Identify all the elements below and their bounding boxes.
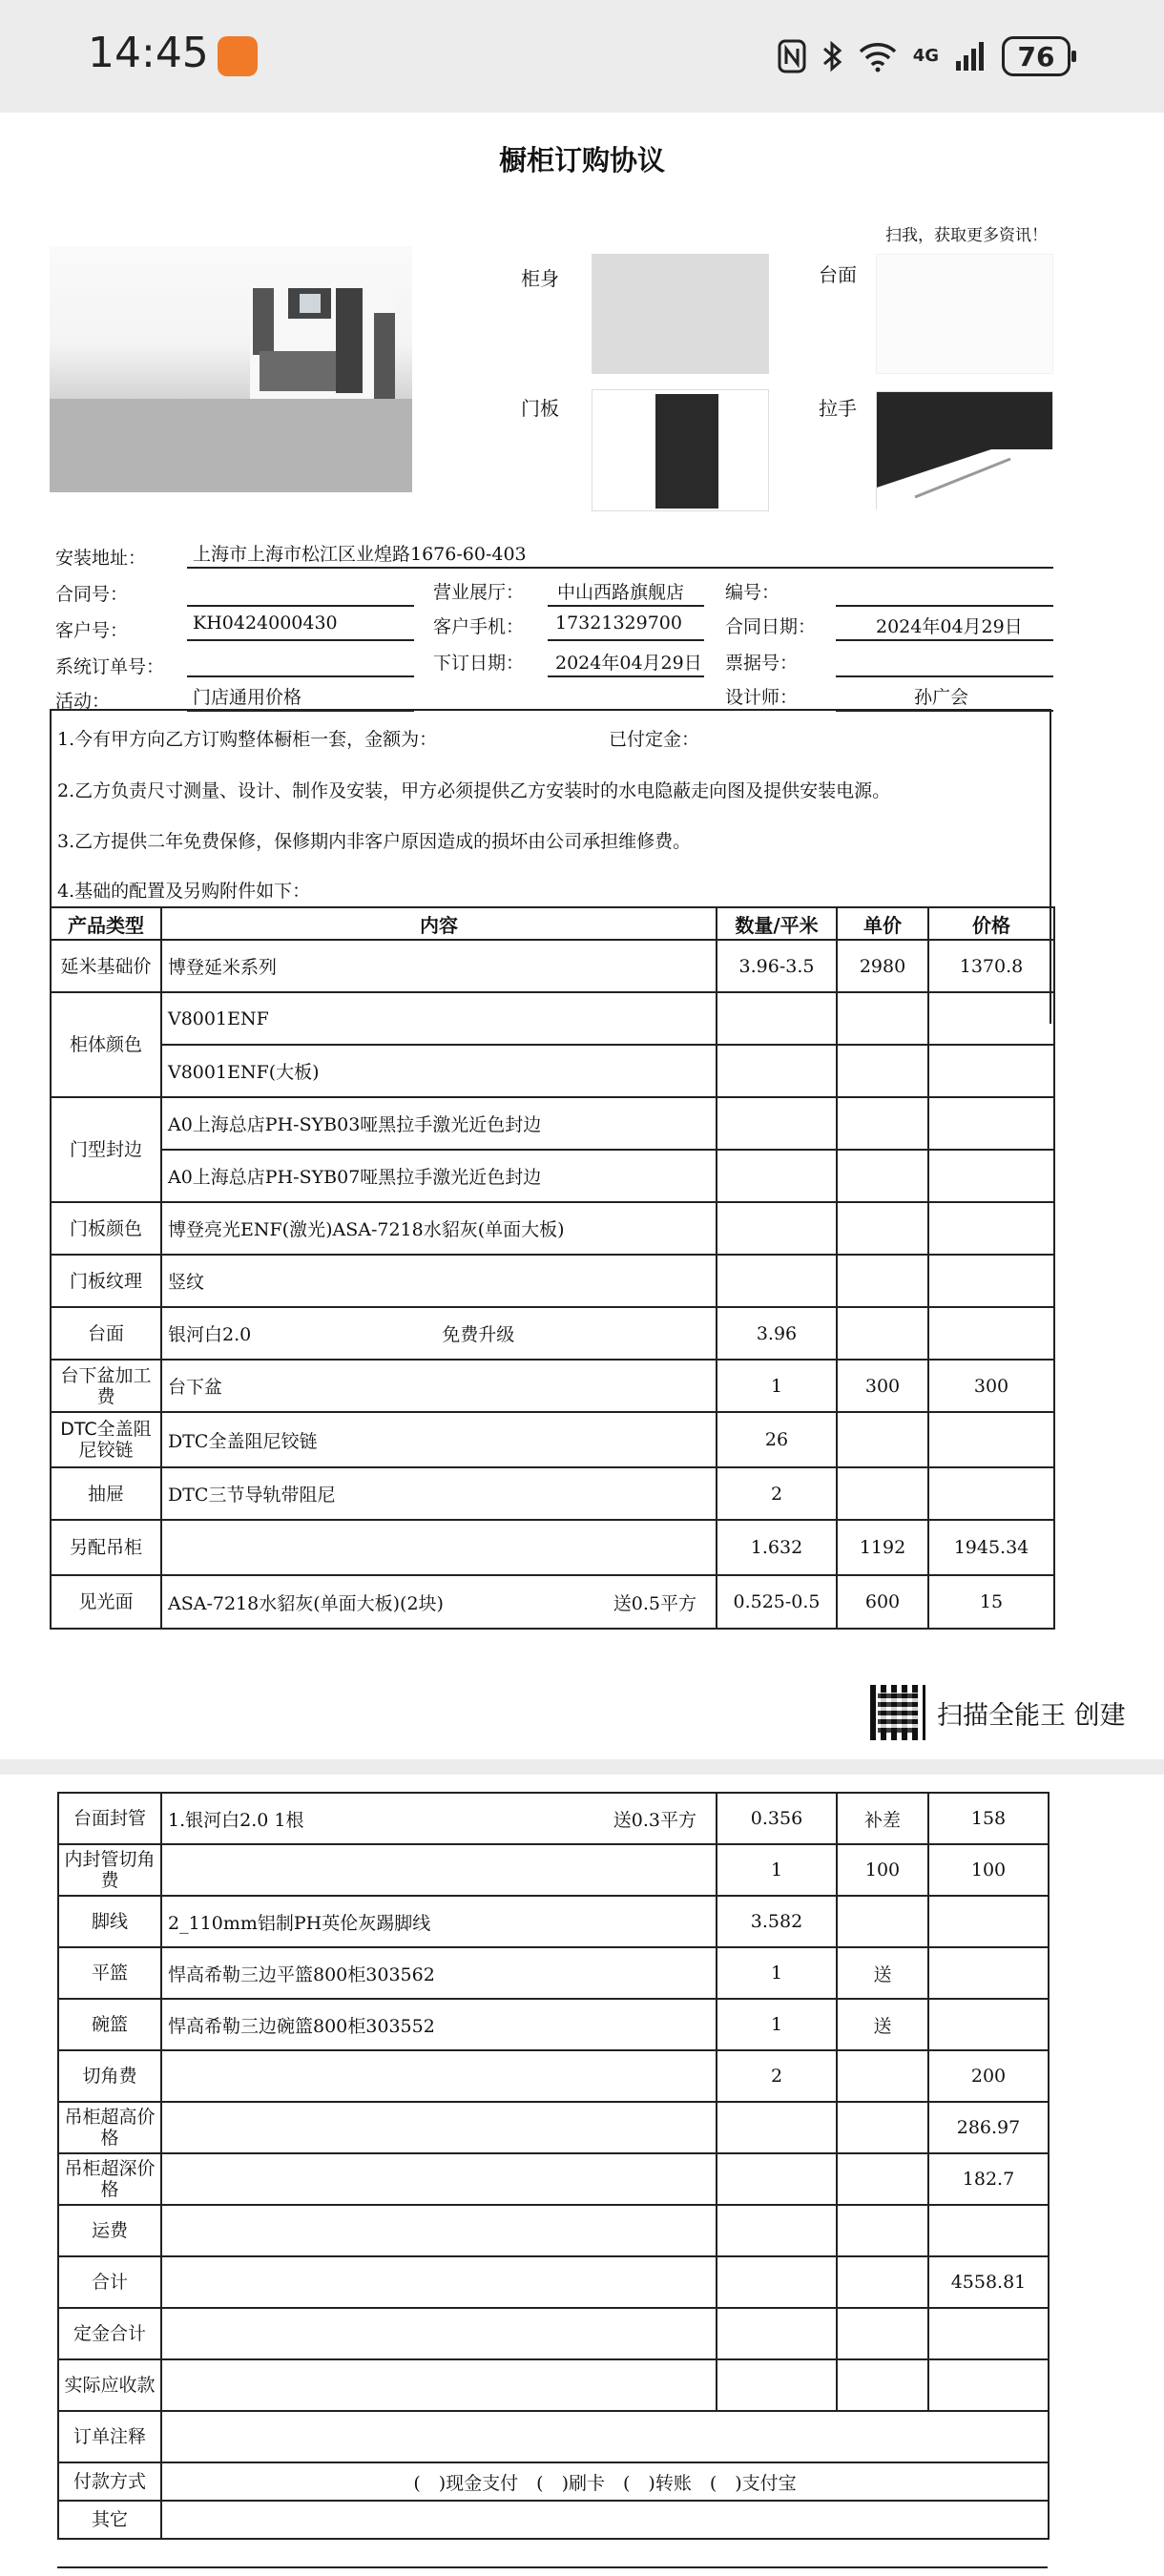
term-1: 1.今有甲方向乙方订购整体橱柜一套，金额为： xyxy=(57,729,438,750)
app-notification-icon xyxy=(218,36,258,76)
nfc-icon xyxy=(778,39,806,73)
table-row xyxy=(58,2050,1049,2102)
term-3: 3.乙方提供二年免费保修，保修期内非客户原因造成的损坏由公司承担维修费。 xyxy=(57,831,692,852)
row-content xyxy=(161,2359,717,2411)
row-qty xyxy=(717,2308,837,2359)
row-qty xyxy=(717,1202,837,1255)
row-content: DTC全盖阻尼铰链 xyxy=(161,1412,717,1467)
phone-value: 17321329700 xyxy=(555,613,682,634)
row-content xyxy=(161,2256,717,2308)
hall-underline xyxy=(548,605,704,607)
row-category: 门板颜色 xyxy=(51,1202,161,1255)
row-price xyxy=(837,2050,928,2102)
row-price xyxy=(837,2359,928,2411)
row-qty: 1.632 xyxy=(717,1520,837,1575)
row-content xyxy=(161,2153,717,2205)
row-price xyxy=(837,1255,928,1307)
header-category: 产品类型 xyxy=(51,907,161,940)
row-category: 柜体颜色 xyxy=(51,992,161,1097)
bluetooth-icon xyxy=(821,39,842,73)
battery-icon: 76 xyxy=(1002,36,1070,76)
table-row xyxy=(58,2153,1049,2205)
order-date-value: 2024年04月29日 xyxy=(555,653,702,674)
order-date-underline xyxy=(548,675,704,677)
customer-no-underline xyxy=(187,639,414,641)
phone-underline xyxy=(548,639,704,641)
header-total: 价格 xyxy=(928,907,1054,940)
row-qty: 1 xyxy=(717,1360,837,1412)
row-content: DTC三节导轨带阻尼 xyxy=(161,1467,717,1520)
row-qty xyxy=(717,2205,837,2256)
table-row xyxy=(51,1520,1054,1575)
row-content-text: 银河白2.0 xyxy=(168,1324,252,1345)
row-content xyxy=(161,1520,717,1575)
table-row xyxy=(51,1097,1054,1150)
row-content xyxy=(161,1793,717,1844)
table-row xyxy=(51,1202,1054,1255)
receipt-underline xyxy=(836,675,1053,677)
row-total: 158 xyxy=(928,1793,1049,1844)
row-total xyxy=(928,1412,1054,1467)
table-row xyxy=(51,940,1054,992)
row-total: 286.97 xyxy=(928,2102,1049,2153)
row-content: V8001ENF(大板) xyxy=(161,1045,717,1097)
cabinet-body-swatch xyxy=(592,254,769,374)
row-total xyxy=(928,1467,1054,1520)
row-category: 抽屉 xyxy=(51,1467,161,1520)
receipt-label: 票据号： xyxy=(725,653,799,674)
table-row xyxy=(51,992,1054,1045)
scan-note: 扫我，获取更多资讯！ xyxy=(885,226,1048,245)
signal-icon xyxy=(954,40,987,73)
row-total: 100 xyxy=(928,1844,1049,1896)
row-price xyxy=(837,2102,928,2153)
row-category: 运费 xyxy=(58,2205,161,2256)
row-qty: 3.96-3.5 xyxy=(717,940,837,992)
row-price xyxy=(837,2256,928,2308)
row-total xyxy=(928,1150,1054,1202)
row-total xyxy=(928,1202,1054,1255)
phone-label: 客户手机： xyxy=(433,616,525,637)
row-qty: 2 xyxy=(717,1467,837,1520)
table-row xyxy=(58,1947,1049,1999)
contract-date-label: 合同日期： xyxy=(725,616,817,637)
row-content xyxy=(161,2050,717,2102)
row-total xyxy=(928,1999,1049,2050)
status-bar xyxy=(0,0,1164,113)
system-order-underline xyxy=(187,675,414,677)
payment-options: ( )现金支付 ( )刷卡 ( )转账 ( )支付宝 xyxy=(161,2462,1049,2501)
other-row xyxy=(58,2501,1049,2539)
payment-label: 付款方式 xyxy=(58,2462,161,2501)
table-row xyxy=(51,1307,1054,1360)
row-price xyxy=(837,1202,928,1255)
table-row xyxy=(58,2205,1049,2256)
row-total xyxy=(928,1947,1049,1999)
row-price: 600 xyxy=(837,1575,928,1629)
row-qty xyxy=(717,992,837,1045)
row-qty xyxy=(717,1045,837,1097)
code-label: 编号： xyxy=(725,582,780,603)
table-row xyxy=(51,1467,1054,1520)
row-qty: 0.525-0.5 xyxy=(717,1575,837,1629)
row-total xyxy=(928,1097,1054,1150)
row-qty: 2 xyxy=(717,2050,837,2102)
row-category: 另配吊柜 xyxy=(51,1520,161,1575)
row-qty: 26 xyxy=(717,1412,837,1467)
row-content xyxy=(161,2308,717,2359)
countertop-swatch xyxy=(876,254,1053,374)
header-price: 单价 xyxy=(837,907,928,940)
row-price xyxy=(837,2308,928,2359)
row-content: 博登亮光ENF(激光)ASA-7218水貂灰(单面大板) xyxy=(161,1202,717,1255)
row-total: 4558.81 xyxy=(928,2256,1049,2308)
page-bottom-line xyxy=(57,2566,1048,2568)
address-underline xyxy=(187,567,1053,569)
row-price: 送 xyxy=(837,1999,928,2050)
hall-label: 营业展厅： xyxy=(433,582,525,603)
row-category: 台面 xyxy=(51,1307,161,1360)
contract-date-value: 2024年04月29日 xyxy=(876,616,1023,637)
scanner-text: 扫描全能王 创建 xyxy=(937,1700,1126,1731)
contract-no-underline xyxy=(187,605,414,607)
table-row xyxy=(58,1844,1049,1896)
row-price xyxy=(837,2153,928,2205)
term-2: 2.乙方负责尺寸测量、设计、制作及安装，甲方必须提供乙方安装时的水电隐蔽走向图及提供安装电源。 xyxy=(57,780,891,801)
network-type: 4G xyxy=(912,46,939,66)
row-total: 15 xyxy=(928,1575,1054,1629)
row-qty xyxy=(717,1255,837,1307)
table-row xyxy=(51,1360,1054,1412)
row-qty: 1 xyxy=(717,1947,837,1999)
config-table-continued xyxy=(57,1792,1050,2540)
swatch-label-door: 门板 xyxy=(521,397,559,420)
order-note-cell xyxy=(161,2411,1049,2462)
row-note: 免费升级 xyxy=(442,1324,515,1345)
address-label: 安装地址： xyxy=(55,548,147,569)
row-category: 碗篮 xyxy=(58,1999,161,2050)
row-content xyxy=(161,1575,717,1629)
designer-value: 孙广会 xyxy=(914,687,969,708)
row-price xyxy=(837,1467,928,1520)
activity-label: 活动： xyxy=(55,691,111,712)
row-price xyxy=(837,1307,928,1360)
row-price xyxy=(837,1412,928,1467)
row-total: 182.7 xyxy=(928,2153,1049,2205)
qr-code-icon xyxy=(870,1685,925,1740)
row-category: 台面封管 xyxy=(58,1793,161,1844)
row-qty xyxy=(717,2359,837,2411)
table-row xyxy=(58,2308,1049,2359)
row-qty xyxy=(717,2256,837,2308)
swatch-label-countertop: 台面 xyxy=(819,263,857,286)
row-category: 实际应收款 xyxy=(58,2359,161,2411)
row-content xyxy=(161,1307,717,1360)
row-price xyxy=(837,1045,928,1097)
table-row xyxy=(51,1255,1054,1307)
code-underline xyxy=(836,605,1053,607)
row-content: 竖纹 xyxy=(161,1255,717,1307)
row-price: 1192 xyxy=(837,1520,928,1575)
row-qty: 3.96 xyxy=(717,1307,837,1360)
row-content: V8001ENF xyxy=(161,992,717,1045)
address-value: 上海市上海市松江区业煌路1676-60-403 xyxy=(193,544,527,565)
row-price xyxy=(837,1150,928,1202)
row-content-text: 1.银河白2.0 1根 xyxy=(168,1809,304,1831)
row-qty xyxy=(717,2153,837,2205)
other-label: 其它 xyxy=(58,2501,161,2539)
row-category: 订单注释 xyxy=(58,2411,161,2462)
table-row xyxy=(51,1045,1054,1097)
contract-no-label: 合同号： xyxy=(55,584,129,605)
swatch-label-cabinet: 柜身 xyxy=(521,267,559,290)
other-value xyxy=(161,2501,1049,2539)
row-content: A0上海总店PH-SYB03哑黑拉手激光近色封边 xyxy=(161,1097,717,1150)
handle-swatch xyxy=(876,391,1053,509)
row-category: 定金合计 xyxy=(58,2308,161,2359)
table-row xyxy=(58,2102,1049,2153)
row-price: 送 xyxy=(837,1947,928,1999)
row-qty: 3.582 xyxy=(717,1896,837,1947)
row-category: DTC全盖阻尼铰链 xyxy=(51,1412,161,1467)
row-total xyxy=(928,1307,1054,1360)
row-note: 送0.5平方 xyxy=(613,1592,696,1614)
row-price xyxy=(837,2205,928,2256)
row-category: 脚线 xyxy=(58,1896,161,1947)
row-content: 2_110mm铝制PH英伦灰踢脚线 xyxy=(161,1896,717,1947)
row-content xyxy=(161,2205,717,2256)
document-page-1 xyxy=(0,113,1164,1759)
wifi-icon xyxy=(858,40,898,73)
row-price xyxy=(837,1896,928,1947)
handle-swatch-drawing xyxy=(877,392,1054,510)
row-total xyxy=(928,2308,1049,2359)
row-content: 博登延米系列 xyxy=(161,940,717,992)
row-category: 吊柜超深价格 xyxy=(58,2153,161,2205)
row-qty: 0.356 xyxy=(717,1793,837,1844)
row-price: 2980 xyxy=(837,940,928,992)
table-row xyxy=(58,2256,1049,2308)
hall-value: 中山西路旗舰店 xyxy=(557,582,685,603)
door-panel-swatch xyxy=(592,389,769,511)
kitchen-render-drawing xyxy=(50,246,412,492)
row-price: 100 xyxy=(837,1844,928,1896)
table-row xyxy=(51,1150,1054,1202)
row-content xyxy=(161,1844,717,1896)
table-row xyxy=(58,1896,1049,1947)
customer-no-label: 客户号： xyxy=(55,620,129,641)
row-content: 悍高希勒三边碗篮800柜303552 xyxy=(161,1999,717,2050)
customer-no-value: KH0424000430 xyxy=(193,613,338,634)
config-table xyxy=(50,906,1055,1630)
row-content: A0上海总店PH-SYB07哑黑拉手激光近色封边 xyxy=(161,1150,717,1202)
table-row xyxy=(51,1575,1054,1629)
row-note: 送0.3平方 xyxy=(613,1809,696,1831)
row-price: 补差 xyxy=(837,1793,928,1844)
row-total: 1945.34 xyxy=(928,1520,1054,1575)
row-qty: 1 xyxy=(717,1999,837,2050)
table-row xyxy=(58,2411,1049,2462)
designer-label: 设计师： xyxy=(725,687,799,708)
row-qty: 1 xyxy=(717,1844,837,1896)
contract-date-underline xyxy=(836,639,1053,641)
row-price xyxy=(837,1097,928,1150)
status-time: 14:45 xyxy=(88,29,209,77)
row-content: 悍高希勒三边平篮800柜303562 xyxy=(161,1947,717,1999)
row-category: 台下盆加工费 xyxy=(51,1360,161,1412)
table-row xyxy=(58,1999,1049,2050)
term-1-deposit: 已付定金： xyxy=(609,729,700,750)
table-row xyxy=(51,1412,1054,1467)
row-category: 门板纹理 xyxy=(51,1255,161,1307)
row-category: 切角费 xyxy=(58,2050,161,2102)
row-content: 台下盆 xyxy=(161,1360,717,1412)
header-content: 内容 xyxy=(161,907,717,940)
table-row xyxy=(58,1793,1049,1844)
row-qty xyxy=(717,1097,837,1150)
payment-row xyxy=(58,2462,1049,2501)
header-qty: 数量/平米 xyxy=(717,907,837,940)
row-total xyxy=(928,2205,1049,2256)
activity-value: 门店通用价格 xyxy=(193,687,302,708)
scanner-watermark xyxy=(870,1685,1126,1740)
row-total xyxy=(928,1045,1054,1097)
row-total xyxy=(928,1255,1054,1307)
status-icons xyxy=(778,34,1070,78)
row-category: 平篮 xyxy=(58,1947,161,1999)
swatch-label-handle: 拉手 xyxy=(819,397,857,420)
row-total: 200 xyxy=(928,2050,1049,2102)
row-content-text: ASA-7218水貂灰(单面大板)(2块) xyxy=(168,1592,444,1614)
row-content xyxy=(161,2102,717,2153)
row-category: 门型封边 xyxy=(51,1097,161,1202)
document-page-2 xyxy=(0,1775,1164,2576)
table-row xyxy=(58,2359,1049,2411)
row-total xyxy=(928,1896,1049,1947)
page-title: 橱柜订购协议 xyxy=(498,144,665,177)
row-category: 内封管切角费 xyxy=(58,1844,161,1896)
row-total xyxy=(928,992,1054,1045)
row-price xyxy=(837,992,928,1045)
row-category: 延米基础价 xyxy=(51,940,161,992)
table-header-row xyxy=(51,907,1054,940)
row-qty xyxy=(717,2102,837,2153)
system-order-label: 系统订单号： xyxy=(55,656,165,677)
row-total xyxy=(928,2359,1049,2411)
kitchen-render-image xyxy=(50,246,412,492)
row-qty xyxy=(717,1150,837,1202)
row-category: 合计 xyxy=(58,2256,161,2308)
row-category: 吊柜超高价格 xyxy=(58,2102,161,2153)
row-price: 300 xyxy=(837,1360,928,1412)
row-total: 1370.8 xyxy=(928,940,1054,992)
row-total: 300 xyxy=(928,1360,1054,1412)
order-date-label: 下订日期： xyxy=(433,653,525,674)
term-4: 4.基础的配置及另购附件如下： xyxy=(57,881,311,902)
row-category: 见光面 xyxy=(51,1575,161,1629)
